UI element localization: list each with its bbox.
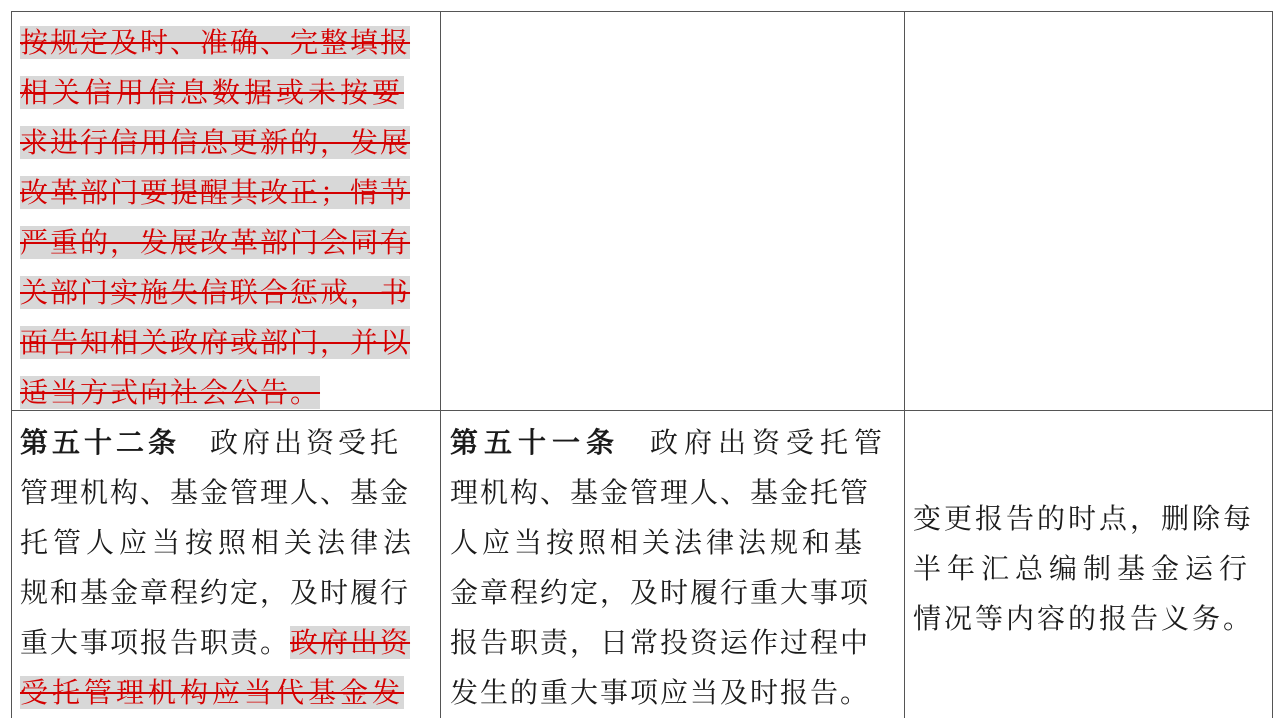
deleted-text-line: 按规定及时、准确、完整填报 <box>20 26 411 59</box>
table-border-right <box>1272 11 1273 718</box>
text-line: 报告职责，日常投资运作过程中 <box>450 626 871 659</box>
deleted-text-line: 相关信用信息数据或未按要 <box>20 76 405 109</box>
deleted-text-line: 求进行信用信息更新的，发展 <box>20 126 411 159</box>
article-label: 第五十一条 <box>450 426 621 459</box>
text-line: 变更报告的时点，删除每 <box>913 502 1255 535</box>
text-line: 重大事项报告职责。政府出资 <box>20 626 411 659</box>
article-label: 第五十二条 <box>20 426 181 459</box>
text-line: 人应当按照相关法律法规和基 <box>450 526 867 559</box>
text-line: 第五十一条 政府出资受托管 <box>450 426 889 459</box>
deleted-text-line: 受托管理机构应当代基金发 <box>20 676 405 709</box>
deleted-text-line: 适当方式向社会公告。 <box>20 376 321 409</box>
row2-note-cell <box>913 418 1268 718</box>
text-line: 半年汇总编制基金运行 <box>913 552 1254 585</box>
row-divider <box>11 410 1273 411</box>
text-line: 发生的重大事项应当及时报告。 <box>450 676 871 709</box>
text-line: 规和基金章程约定，及时履行 <box>20 576 411 609</box>
row1-original-cell <box>20 18 434 410</box>
text-line: 第五十二条 政府出资受托 <box>20 426 403 459</box>
text-line: 托管人应当按照相关法律法 <box>20 526 417 559</box>
text-line: 情况等内容的报告义务。 <box>913 602 1255 635</box>
deleted-text-line: 改革部门要提醒其改正；情节 <box>20 176 411 209</box>
text-line: 理机构、基金管理人、基金托管 <box>450 476 871 509</box>
text-line: 金章程约定，及时履行重大事项 <box>450 576 871 609</box>
row2-original-cell <box>20 418 436 718</box>
row1-revised-cell <box>441 12 904 410</box>
text-line: 管理机构、基金管理人、基金 <box>20 476 411 509</box>
deleted-inline-text: 政府出资 <box>290 626 411 659</box>
row1-note-cell <box>905 12 1272 410</box>
deleted-text-line: 面告知相关政府或部门，并以 <box>20 326 411 359</box>
deleted-text-line: 严重的，发展改革部门会同有 <box>20 226 411 259</box>
deleted-text-line: 关部门实施失信联合惩戒，书 <box>20 276 411 309</box>
table-border-left <box>11 11 12 718</box>
row2-revised-cell <box>450 418 900 718</box>
